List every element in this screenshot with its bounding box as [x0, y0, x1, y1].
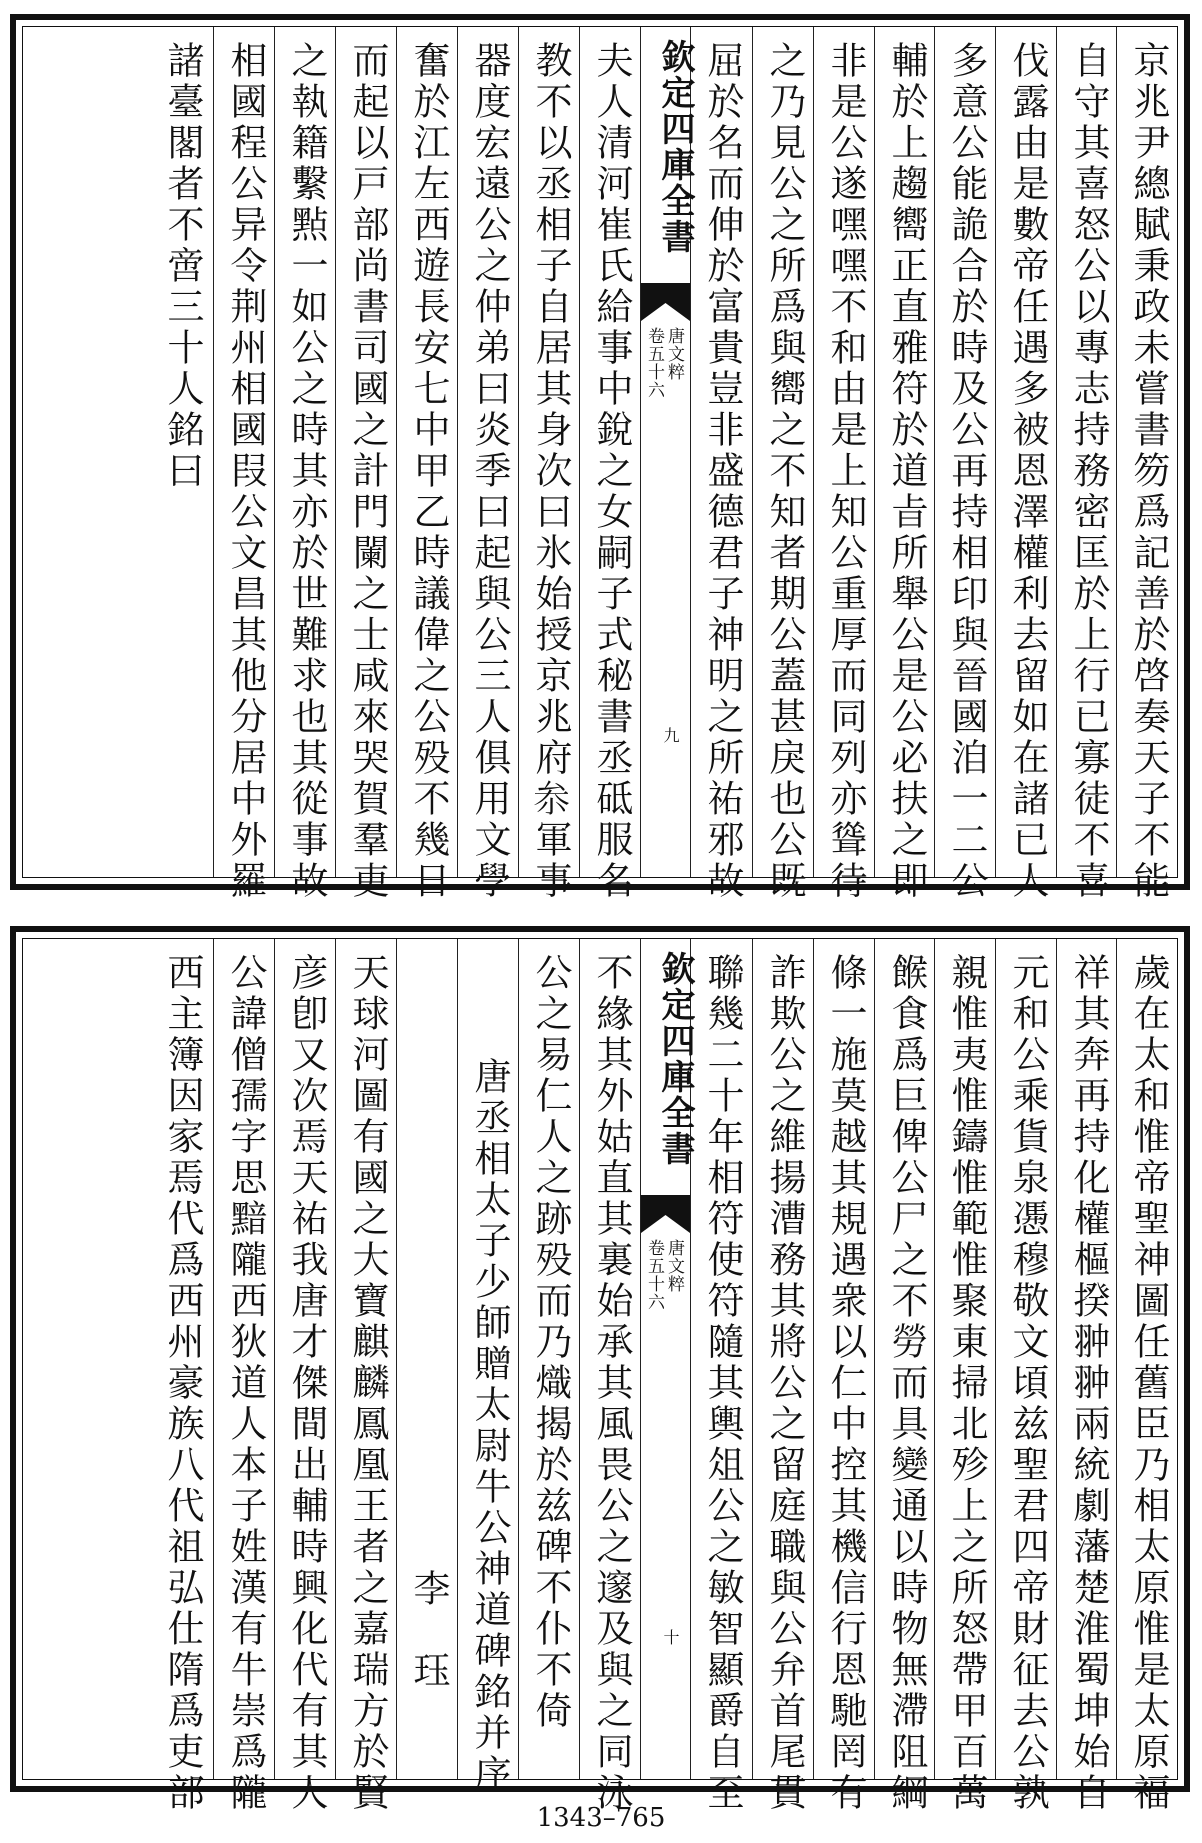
text-column [995, 939, 1056, 1814]
column-text: 教不以丞相子自居其身次曰氷始授京兆府𠫭軍事 [529, 41, 572, 902]
text-column [518, 939, 579, 1779]
centre-column [640, 939, 695, 1779]
column-text: 伐露由是數帝任遇多被恩澤權利去留如在諸已人 [1006, 41, 1049, 902]
column-text: 祥其奔再持化權樞揆翀翀兩統劇藩楚淮蜀坤始自 [1067, 953, 1110, 1814]
column-text: 輔於上趨嚮正直雅符於道㫖所舉公是公必扶之即 [885, 41, 928, 902]
volume-label: 唐文粹 [664, 327, 684, 381]
text-column [995, 27, 1056, 902]
text-column [1056, 27, 1116, 902]
top-page [10, 14, 1190, 902]
text-column [457, 939, 518, 1795]
column-text: 奮於江左西遊長安七中甲乙時議偉之公殁不幾日 [407, 41, 450, 902]
column-text: 不緣其外姑直其裏始承其風畏公之邃及與之同泳 [590, 953, 633, 1814]
text-column [213, 939, 274, 1814]
column-text: 自守其喜怒公以專志持務密匡於上行已寡徒不喜 [1067, 41, 1110, 902]
text-column [518, 27, 579, 902]
column-text: 餱食爲巨俾公尸之不勞而具變通以時物無滯阻綱 [885, 953, 928, 1814]
column-text: 西主簿因家焉代爲西州豪族八代祖弘仕隋爲吏部 [161, 953, 204, 1814]
column-text: 屈於名而伸於富貴豈非盛德君子神明之所祐邪故 [701, 41, 744, 902]
bottom-columns [23, 939, 1177, 1814]
text-column [874, 27, 934, 902]
volume-label: 唐文粹 [664, 1239, 684, 1293]
text-column [213, 27, 274, 902]
text-column [335, 939, 396, 1814]
centre-column [640, 27, 695, 877]
column-text: 詐欺公之維揚漕務其將公之留庭職與公弁首尾貫 [763, 953, 806, 1814]
column-text: 諸臺閣者不啻三十人銘曰 [161, 41, 204, 492]
text-column [1056, 939, 1116, 1814]
text-column [151, 27, 213, 877]
text-column [813, 939, 874, 1814]
column-text: 多意公能詭合於時及公再持相印與晉國洎一二公 [945, 41, 988, 902]
book-title: 欽定四庫全書 [655, 39, 695, 255]
column-text: 相國程公异令荆州相國叚公文昌其他分居中外羅 [224, 41, 267, 902]
volume-label: 卷五十六 [644, 1239, 664, 1311]
text-column [1116, 939, 1177, 1814]
column-text: 公諱僧孺字思黯隴西狄道人本子姓漢有牛崇爲隴 [224, 953, 267, 1814]
column-text: 親惟夷惟鑄惟範惟聚東掃北殄上之所怒帶甲百萬 [945, 953, 988, 1814]
bottom-page [10, 926, 1190, 1814]
column-text: 唐丞相太子少師贈太尉牛公神道碑銘并序 [468, 1057, 511, 1795]
text-column [396, 27, 457, 902]
folio-number: 九 [661, 727, 680, 743]
volume-label: 卷五十六 [644, 327, 664, 399]
text-column [813, 27, 874, 902]
folio-number: 十 [661, 1629, 680, 1645]
column-text: 聯幾二十年相符使符隨其輿俎公之敏智顯爵自至 [701, 953, 744, 1814]
text-column [934, 939, 995, 1814]
fish-tail-ornament [641, 1195, 690, 1233]
text-column [752, 27, 813, 902]
column-text: 夫人清河崔氏給事中銳之女嗣子式秘書丞砥服名 [590, 41, 633, 902]
column-text: 之乃見公之所爲與嚮之不知者期公蓋甚戾也公既 [763, 41, 806, 902]
page-footer-number: 1343–765 [536, 1803, 666, 1833]
text-column [396, 939, 457, 1779]
text-column [151, 939, 213, 1814]
column-text: 元和公乘貨泉慿穆敬文頃兹聖君四帝財征去公孰 [1006, 953, 1049, 1814]
text-column [335, 27, 396, 902]
bottom-page-frame [22, 938, 1178, 1814]
top-page-frame [22, 26, 1178, 902]
text-column [274, 27, 335, 902]
column-text: 京兆尹總賦秉政未嘗書笏爲記善於啓奏天子不能 [1127, 41, 1170, 902]
text-column [579, 27, 640, 902]
column-text: 天球河圖有國之大寶麒麟鳳凰王者之嘉瑞方於賢 [346, 953, 389, 1814]
column-text: 彦卽又次焉天祐我唐才傑間出輔時興化代有其人 [285, 953, 328, 1814]
column-text: 而起以戸部尚書司國之計門闌之士咸來哭賀羣吏 [346, 41, 389, 902]
column-text: 之執籍繫㸃一如公之時其亦於世難求也其從事故 [285, 41, 328, 902]
text-column [579, 939, 640, 1814]
text-column [752, 939, 813, 1814]
fish-tail-ornament [641, 283, 690, 321]
author-name: 李 珏 [407, 1569, 450, 1692]
top-columns [23, 27, 1177, 902]
column-text: 公之易仁人之跡殁而乃熾揭於兹碑不仆不倚 [529, 953, 572, 1732]
column-text: 器度宏遠公之仲弟曰炎季曰起與公三人俱用文學 [468, 41, 511, 902]
column-text: 歲在太和惟帝聖神圖任舊臣乃相太原惟是太原福 [1127, 953, 1170, 1814]
text-column [274, 939, 335, 1814]
book-title: 欽定四庫全書 [655, 951, 695, 1167]
text-column [457, 27, 518, 902]
text-column [1116, 27, 1177, 902]
column-text: 非是公遂嘿嘿不和由是上知公重厚而同列亦聳待 [824, 41, 867, 902]
text-column [934, 27, 995, 902]
column-text: 條一施莫越其規遇衆以仁中控其機信行恩馳罔有 [824, 953, 867, 1814]
text-column [874, 939, 934, 1814]
